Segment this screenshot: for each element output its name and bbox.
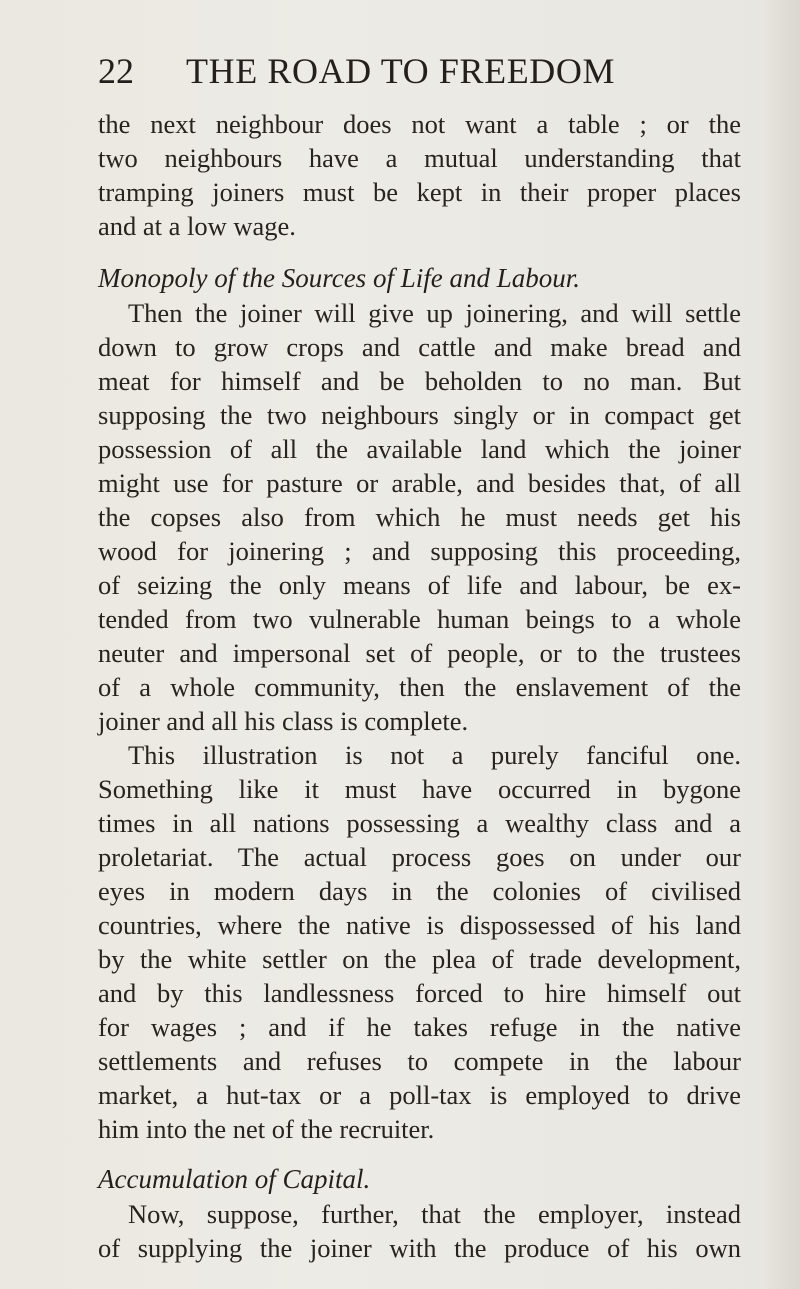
- text-line: the next neighbour does not want a table ; or the: [98, 109, 741, 139]
- text-line: possession of all the available land which the joiner: [98, 434, 741, 464]
- text-line: by the white settler on the plea of trade development,: [98, 944, 741, 974]
- page-edge-shadow: [760, 0, 800, 1289]
- text-line: two neighbours have a mutual understanding that: [98, 143, 741, 173]
- text-line: market, a hut-tax or a poll-tax is employed to drive: [98, 1080, 741, 1110]
- text-line: proletariat. The actual process goes on under our: [98, 842, 741, 872]
- text-line: of supplying the joiner with the produce of his own: [98, 1233, 741, 1263]
- running-title: THE ROAD TO FREEDOM: [186, 51, 616, 91]
- text-line: the copses also from which he must needs get his: [98, 502, 741, 532]
- running-head: [98, 50, 758, 98]
- text-line: of a whole community, then the enslavement of the: [98, 672, 741, 702]
- text-line: might use for pasture or arable, and besides that, of all: [98, 468, 741, 498]
- text-line: and at a low wage.: [98, 211, 296, 241]
- text-line: This illustration is not a purely fanciful one.: [128, 740, 741, 770]
- text-line: and by this landlessness forced to hire himself out: [98, 978, 741, 1008]
- text-line: times in all nations possessing a wealthy class and a: [98, 808, 741, 838]
- text-line: of seizing the only means of life and labour, be ex-: [98, 570, 741, 600]
- text-line: wood for joinering ; and supposing this proceeding,: [98, 536, 741, 566]
- text-line: neuter and impersonal set of people, or to the trustees: [98, 638, 741, 668]
- text-line: supposing the two neighbours singly or in compact get: [98, 400, 741, 430]
- text-line: tended from two vulnerable human beings to a whole: [98, 604, 741, 634]
- text-line: joiner and all his class is complete.: [98, 706, 469, 736]
- text-line: meat for himself and be beholden to no man. But: [98, 366, 741, 396]
- text-line: countries, where the native is dispossessed of his land: [98, 910, 741, 940]
- page-number: 22: [98, 51, 134, 91]
- text-line: Something like it must have occurred in bygone: [98, 774, 741, 804]
- text-line: for wages ; and if he takes refuge in the native: [98, 1012, 741, 1042]
- text-line: him into the net of the recruiter.: [98, 1114, 435, 1144]
- text-line: Now, suppose, further, that the employer, instead: [128, 1199, 741, 1229]
- text-line: settlements and refuses to compete in the labour: [98, 1046, 741, 1076]
- text-line: Then the joiner will give up joinering, and will settle: [128, 298, 741, 328]
- section-subheading: Monopoly of the Sources of Life and Labour.: [98, 263, 580, 293]
- section-subheading: Accumulation of Capital.: [98, 1164, 371, 1194]
- text-line: eyes in modern days in the colonies of civilised: [98, 876, 741, 906]
- text-line: down to grow crops and cattle and make bread and: [98, 332, 741, 362]
- text-line: tramping joiners must be kept in their proper places: [98, 177, 741, 207]
